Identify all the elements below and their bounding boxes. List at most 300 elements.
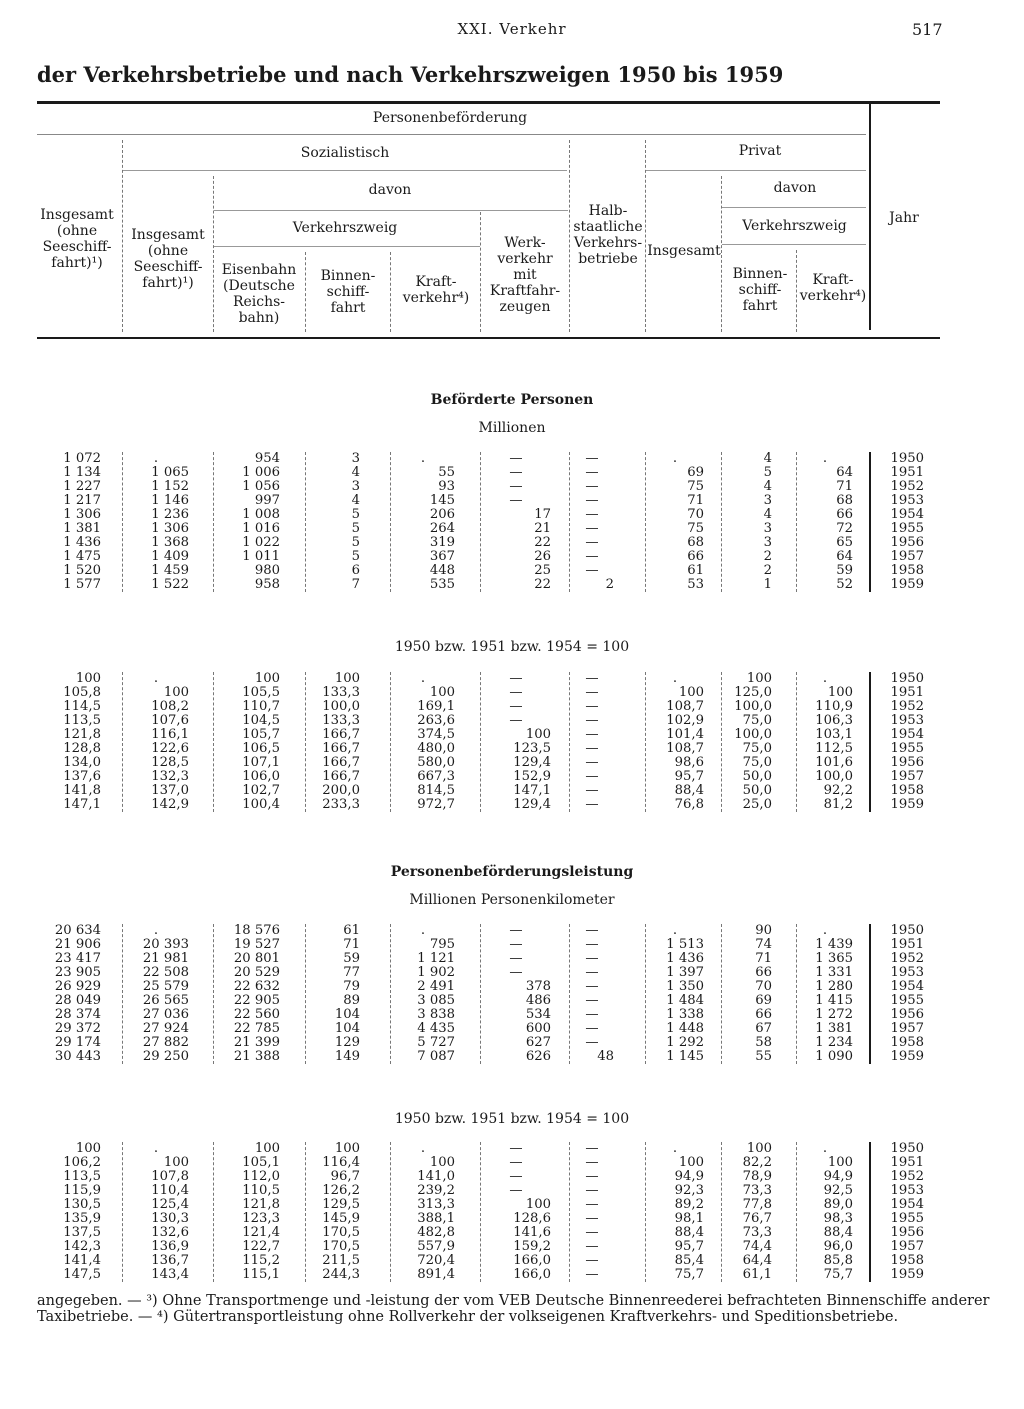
- table-cell: 600: [525, 1021, 551, 1036]
- table-cell: —: [585, 1035, 599, 1050]
- table-cell: 1 152: [151, 479, 189, 494]
- data-column: [123, 1142, 189, 1282]
- table-cell: 1 459: [151, 563, 189, 578]
- table-cell: 1 236: [151, 507, 189, 522]
- table-cell: 1958: [890, 1035, 924, 1050]
- table-cell: 136,9: [151, 1239, 189, 1254]
- top-rule: [37, 101, 940, 104]
- hdr-sep: [645, 140, 646, 332]
- table-cell: 149: [334, 1049, 360, 1064]
- table-cell: 166,0: [513, 1253, 551, 1268]
- table-cell: 1 016: [242, 521, 280, 536]
- data-column: [570, 452, 614, 592]
- table-cell: 1 365: [815, 951, 853, 966]
- table-cell: 66: [755, 965, 772, 980]
- data-column: [872, 1142, 924, 1282]
- table-cell: 1953: [890, 965, 924, 980]
- table-cell: 143,4: [151, 1267, 189, 1282]
- table-cell: 1 145: [666, 1049, 704, 1064]
- table-cell: 125,4: [151, 1197, 189, 1212]
- table-cell: 1 280: [815, 979, 853, 994]
- table-cell: 71: [687, 493, 704, 508]
- table-cell: —: [585, 769, 599, 784]
- table-cell: 130,5: [63, 1197, 101, 1212]
- table-cell: 100: [334, 1141, 360, 1156]
- table-cell: 482,8: [417, 1225, 455, 1240]
- table-cell: 68: [687, 535, 704, 550]
- table-cell: 100: [334, 671, 360, 686]
- table-cell: 105,8: [63, 685, 101, 700]
- table-cell: .: [822, 451, 828, 466]
- table-cell: 64,4: [742, 1253, 772, 1268]
- table-cell: 1 439: [815, 937, 853, 952]
- table-cell: 110,7: [242, 699, 280, 714]
- table-cell: 2: [763, 563, 772, 578]
- footnote-line-1: angegeben. — ³) Ohne Transportmenge und -leistung der vom VEB Deutsche Binnenreederei befrachteten Binnenschiffe anderer: [37, 1293, 990, 1309]
- table-cell: 100,0: [322, 699, 360, 714]
- table-cell: 1 338: [666, 1007, 704, 1022]
- table-cell: 1 006: [242, 465, 280, 480]
- table-cell: 89: [343, 993, 360, 1008]
- table-cell: 166,7: [322, 727, 360, 742]
- table-cell: 28 374: [54, 1007, 101, 1022]
- table-cell: 128,5: [151, 755, 189, 770]
- hdr-personen: Personenbeförderung: [372, 110, 528, 126]
- table-cell: 108,7: [666, 741, 704, 756]
- hdr-davon: davon: [368, 182, 412, 198]
- hdr-sep: [213, 176, 214, 332]
- table-cell: —: [585, 993, 599, 1008]
- table-cell: 7 087: [417, 1049, 455, 1064]
- table-cell: 67: [755, 1021, 772, 1036]
- table-cell: 1956: [890, 1225, 924, 1240]
- table-cell: 106,2: [63, 1155, 101, 1170]
- table-cell: 534: [525, 1007, 551, 1022]
- table-cell: —: [585, 951, 599, 966]
- hdr-privat: Privat: [738, 143, 782, 159]
- table-cell: 100: [827, 1155, 853, 1170]
- table-cell: 1 397: [666, 965, 704, 980]
- table-cell: 1 448: [666, 1021, 704, 1036]
- table-cell: 104: [334, 1021, 360, 1036]
- table-cell: 19 527: [233, 937, 280, 952]
- table-cell: —: [585, 521, 599, 536]
- table-cell: —: [509, 937, 523, 952]
- table-cell: 75,0: [742, 713, 772, 728]
- table-cell: 1952: [890, 951, 924, 966]
- table-cell: 2: [605, 577, 614, 592]
- table-cell: 1955: [890, 741, 924, 756]
- table-cell: 147,5: [63, 1267, 101, 1282]
- section-index-persons: 1950 bzw. 1951 bzw. 1954 = 100: [394, 639, 630, 655]
- table-cell: 135,9: [63, 1211, 101, 1226]
- table-cell: 141,6: [513, 1225, 551, 1240]
- data-column: [797, 1142, 853, 1282]
- data-column: [391, 924, 455, 1064]
- table-cell: 55: [438, 465, 455, 480]
- table-cell: 5: [763, 465, 772, 480]
- table-cell: 121,8: [63, 727, 101, 742]
- table-cell: 65: [836, 535, 853, 550]
- table-cell: —: [509, 671, 523, 686]
- table-cell: 29 250: [142, 1049, 189, 1064]
- table-cell: —: [585, 727, 599, 742]
- table-cell: 1959: [890, 577, 924, 592]
- table-cell: 147,1: [513, 783, 551, 798]
- table-cell: 233,3: [322, 797, 360, 812]
- table-cell: 130,3: [151, 1211, 189, 1226]
- table-cell: 166,0: [513, 1267, 551, 1282]
- data-column: [391, 672, 455, 812]
- hdr-sep: [569, 140, 570, 332]
- table-cell: 1952: [890, 479, 924, 494]
- table-cell: 145,9: [322, 1211, 360, 1226]
- table-cell: 1952: [890, 699, 924, 714]
- table-cell: 69: [687, 465, 704, 480]
- table-cell: 128,8: [63, 741, 101, 756]
- table-cell: 100: [429, 1155, 455, 1170]
- table-cell: 76,8: [674, 797, 704, 812]
- table-cell: 88,4: [674, 1225, 704, 1240]
- hdr-verkehrszweig: Verkehrszweig: [292, 220, 398, 236]
- table-cell: 75,7: [674, 1267, 704, 1282]
- table-cell: 166,7: [322, 769, 360, 784]
- table-cell: —: [585, 1253, 599, 1268]
- table-cell: 1954: [890, 979, 924, 994]
- table-cell: 1951: [890, 937, 924, 952]
- table-cell: 129,4: [513, 797, 551, 812]
- table-cell: 1958: [890, 563, 924, 578]
- table-cell: 264: [429, 521, 455, 536]
- table-cell: 480,0: [417, 741, 455, 756]
- table-cell: 627: [525, 1035, 551, 1050]
- hdr-sozialistisch: Sozialistisch: [300, 145, 390, 161]
- table-cell: 105,1: [242, 1155, 280, 1170]
- table-cell: 980: [254, 563, 280, 578]
- table-cell: —: [585, 1007, 599, 1022]
- table-cell: 129,5: [322, 1197, 360, 1212]
- table-cell: 100: [429, 685, 455, 700]
- table-cell: —: [585, 1141, 599, 1156]
- table-cell: 18 576: [233, 923, 280, 938]
- table-cell: —: [509, 1169, 523, 1184]
- table-cell: —: [585, 451, 599, 466]
- table-cell: —: [509, 479, 523, 494]
- jahr-divider: [869, 1142, 871, 1282]
- table-cell: —: [585, 937, 599, 952]
- table-cell: 21 906: [54, 937, 101, 952]
- table-cell: —: [585, 1169, 599, 1184]
- data-column: [306, 924, 360, 1064]
- table-cell: 141,4: [63, 1253, 101, 1268]
- table-cell: 112,0: [242, 1169, 280, 1184]
- table-cell: 1 306: [63, 507, 101, 522]
- table-cell: 101,6: [815, 755, 853, 770]
- table-cell: 27 882: [142, 1035, 189, 1050]
- table-cell: 1958: [890, 1253, 924, 1268]
- hdr-verkehrszweig-privat: Verkehrszweig: [742, 218, 847, 234]
- table-cell: —: [585, 507, 599, 522]
- table-cell: 1 436: [666, 951, 704, 966]
- hdr-sep: [796, 250, 797, 332]
- table-cell: 94,9: [823, 1169, 853, 1184]
- table-cell: 1951: [890, 465, 924, 480]
- table-cell: 1 022: [242, 535, 280, 550]
- table-cell: 100: [163, 1155, 189, 1170]
- table-cell: 1 436: [63, 535, 101, 550]
- table-cell: 147,1: [63, 797, 101, 812]
- table-cell: 1: [763, 577, 772, 592]
- table-cell: 22 785: [233, 1021, 280, 1036]
- table-cell: 20 393: [142, 937, 189, 952]
- table-cell: 133,3: [322, 685, 360, 700]
- jahr-divider: [869, 452, 871, 592]
- table-cell: —: [585, 563, 599, 578]
- table-cell: 79: [343, 979, 360, 994]
- table-cell: 129,4: [513, 755, 551, 770]
- table-cell: 3 838: [417, 1007, 455, 1022]
- table-cell: 59: [343, 951, 360, 966]
- table-cell: 1957: [890, 769, 924, 784]
- table-cell: 105,7: [242, 727, 280, 742]
- table-cell: 169,1: [417, 699, 455, 714]
- data-column: [646, 672, 704, 812]
- table-cell: 66: [836, 507, 853, 522]
- table-cell: 141,0: [417, 1169, 455, 1184]
- table-cell: 123,5: [513, 741, 551, 756]
- table-cell: 26 565: [142, 993, 189, 1008]
- table-cell: 1 522: [151, 577, 189, 592]
- data-column: [214, 672, 280, 812]
- table-cell: 795: [429, 937, 455, 952]
- table-cell: 133,3: [322, 713, 360, 728]
- davon2-underline: [722, 207, 866, 208]
- table-cell: 100: [254, 1141, 280, 1156]
- hdr-eisenbahn: Eisenbahn (Deutsche Reichs-bahn): [221, 262, 297, 326]
- table-cell: 319: [429, 535, 455, 550]
- table-cell: 69: [755, 993, 772, 1008]
- vz2-underline: [722, 244, 866, 245]
- jahr-divider: [869, 924, 871, 1064]
- table-cell: 110,9: [815, 699, 853, 714]
- table-cell: 1959: [890, 1049, 924, 1064]
- table-cell: 100: [254, 671, 280, 686]
- table-cell: 1 234: [815, 1035, 853, 1050]
- table-cell: —: [585, 741, 599, 756]
- table-cell: 1 513: [666, 937, 704, 952]
- table-cell: 71: [343, 937, 360, 952]
- table-cell: 98,1: [674, 1211, 704, 1226]
- data-column: [481, 924, 551, 1064]
- table-cell: 20 801: [233, 951, 280, 966]
- data-column: [570, 924, 614, 1064]
- table-cell: .: [822, 923, 828, 938]
- table-cell: —: [509, 1155, 523, 1170]
- table-cell: 141,8: [63, 783, 101, 798]
- data-column: [872, 672, 924, 812]
- table-cell: 92,2: [823, 783, 853, 798]
- data-column: [306, 1142, 360, 1282]
- table-cell: 75,7: [823, 1267, 853, 1282]
- privat-underline: [646, 170, 866, 171]
- table-cell: 71: [755, 951, 772, 966]
- table-cell: 76,7: [742, 1211, 772, 1226]
- sozial-underline: [123, 170, 567, 171]
- table-cell: 367: [429, 549, 455, 564]
- table-cell: 85,8: [823, 1253, 853, 1268]
- table-cell: 1 409: [151, 549, 189, 564]
- table-cell: —: [585, 671, 599, 686]
- table-cell: 1953: [890, 713, 924, 728]
- table-cell: 3 085: [417, 993, 455, 1008]
- table-cell: 1 475: [63, 549, 101, 564]
- table-cell: 110,4: [151, 1183, 189, 1198]
- table-cell: 4: [763, 507, 772, 522]
- table-cell: 134,0: [63, 755, 101, 770]
- table-cell: 136,7: [151, 1253, 189, 1268]
- table-cell: 159,2: [513, 1239, 551, 1254]
- table-cell: 58: [755, 1035, 772, 1050]
- table-cell: 206: [429, 507, 455, 522]
- table-cell: 21 399: [233, 1035, 280, 1050]
- table-cell: .: [672, 451, 678, 466]
- table-cell: 75: [687, 521, 704, 536]
- table-cell: 52: [836, 577, 853, 592]
- table-cell: 106,0: [242, 769, 280, 784]
- table-cell: 23 417: [54, 951, 101, 966]
- hdr-kraft-privat: Kraft-verkehr⁴): [799, 272, 867, 304]
- table-cell: 95,7: [674, 1239, 704, 1254]
- table-cell: —: [585, 549, 599, 564]
- table-cell: 21: [534, 521, 551, 536]
- table-cell: 61,1: [742, 1267, 772, 1282]
- table-cell: 22 632: [233, 979, 280, 994]
- data-column: [37, 1142, 101, 1282]
- table-cell: 116,4: [322, 1155, 360, 1170]
- hdr-binnen: Binnen-schiff-fahrt: [320, 268, 376, 316]
- data-column: [37, 452, 101, 592]
- hdr-sep: [390, 252, 391, 332]
- table-cell: —: [585, 1225, 599, 1240]
- table-cell: 1957: [890, 549, 924, 564]
- table-cell: 50,0: [742, 769, 772, 784]
- table-cell: 137,5: [63, 1225, 101, 1240]
- data-column: [37, 924, 101, 1064]
- table-cell: —: [585, 979, 599, 994]
- table-cell: 1950: [890, 451, 924, 466]
- table-cell: 48: [597, 1049, 614, 1064]
- data-column: [306, 672, 360, 812]
- table-cell: .: [420, 1141, 426, 1156]
- table-cell: 129: [334, 1035, 360, 1050]
- table-cell: 73,3: [742, 1183, 772, 1198]
- table-cell: 71: [836, 479, 853, 494]
- table-cell: 113,5: [63, 713, 101, 728]
- table-cell: 1 090: [815, 1049, 853, 1064]
- table-cell: 66: [687, 549, 704, 564]
- table-cell: 1959: [890, 1267, 924, 1282]
- table-cell: 1956: [890, 535, 924, 550]
- table-cell: 22: [534, 577, 551, 592]
- table-cell: .: [420, 923, 426, 938]
- hdr-jahr: Jahr: [889, 210, 919, 226]
- table-cell: 1957: [890, 1239, 924, 1254]
- table-cell: 557,9: [417, 1239, 455, 1254]
- table-cell: 89,0: [823, 1197, 853, 1212]
- table-cell: 1 484: [666, 993, 704, 1008]
- table-cell: 85,4: [674, 1253, 704, 1268]
- table-cell: 3: [763, 535, 772, 550]
- table-cell: 1 306: [151, 521, 189, 536]
- table-cell: 22: [534, 535, 551, 550]
- personen-underline: [37, 134, 866, 135]
- table-cell: 137,0: [151, 783, 189, 798]
- table-cell: 142,3: [63, 1239, 101, 1254]
- table-cell: .: [153, 671, 159, 686]
- table-cell: 115,2: [242, 1253, 280, 1268]
- table-cell: 1 134: [63, 465, 101, 480]
- table-cell: 82,2: [742, 1155, 772, 1170]
- table-cell: 720,4: [417, 1253, 455, 1268]
- table-cell: 21 388: [233, 1049, 280, 1064]
- table-cell: 211,5: [322, 1253, 360, 1268]
- table-cell: 1958: [890, 783, 924, 798]
- table-cell: 108,7: [666, 699, 704, 714]
- table-cell: 22 560: [233, 1007, 280, 1022]
- table-cell: 112,5: [815, 741, 853, 756]
- table-cell: 81,2: [823, 797, 853, 812]
- table-cell: 90: [755, 923, 772, 938]
- table-cell: 132,6: [151, 1225, 189, 1240]
- table-cell: 50,0: [742, 783, 772, 798]
- table-cell: —: [585, 1183, 599, 1198]
- table-cell: 2: [763, 549, 772, 564]
- data-column: [123, 924, 189, 1064]
- table-cell: 100,0: [734, 699, 772, 714]
- table-cell: 25,0: [742, 797, 772, 812]
- davon-underline: [214, 210, 568, 211]
- data-column: [722, 924, 772, 1064]
- data-column: [570, 672, 614, 812]
- table-cell: 92,5: [823, 1183, 853, 1198]
- table-cell: .: [822, 671, 828, 686]
- table-cell: 891,4: [417, 1267, 455, 1282]
- table-cell: 388,1: [417, 1211, 455, 1226]
- table-cell: 113,5: [63, 1169, 101, 1184]
- table-cell: 5 727: [417, 1035, 455, 1050]
- data-column: [391, 452, 455, 592]
- table-cell: 61: [687, 563, 704, 578]
- table-cell: 100: [678, 685, 704, 700]
- table-cell: 1955: [890, 521, 924, 536]
- table-cell: 102,9: [666, 713, 704, 728]
- table-cell: 61: [343, 923, 360, 938]
- table-cell: .: [672, 923, 678, 938]
- table-cell: 5: [351, 521, 360, 536]
- table-cell: 78,9: [742, 1169, 772, 1184]
- table-cell: 23 905: [54, 965, 101, 980]
- table-cell: 88,4: [674, 783, 704, 798]
- table-cell: —: [509, 465, 523, 480]
- table-cell: .: [153, 451, 159, 466]
- table-cell: 100: [75, 1141, 101, 1156]
- table-cell: 3: [351, 451, 360, 466]
- table-cell: 814,5: [417, 783, 455, 798]
- table-cell: 1 056: [242, 479, 280, 494]
- table-cell: 25 579: [142, 979, 189, 994]
- table-cell: 1955: [890, 1211, 924, 1226]
- data-column: [214, 924, 280, 1064]
